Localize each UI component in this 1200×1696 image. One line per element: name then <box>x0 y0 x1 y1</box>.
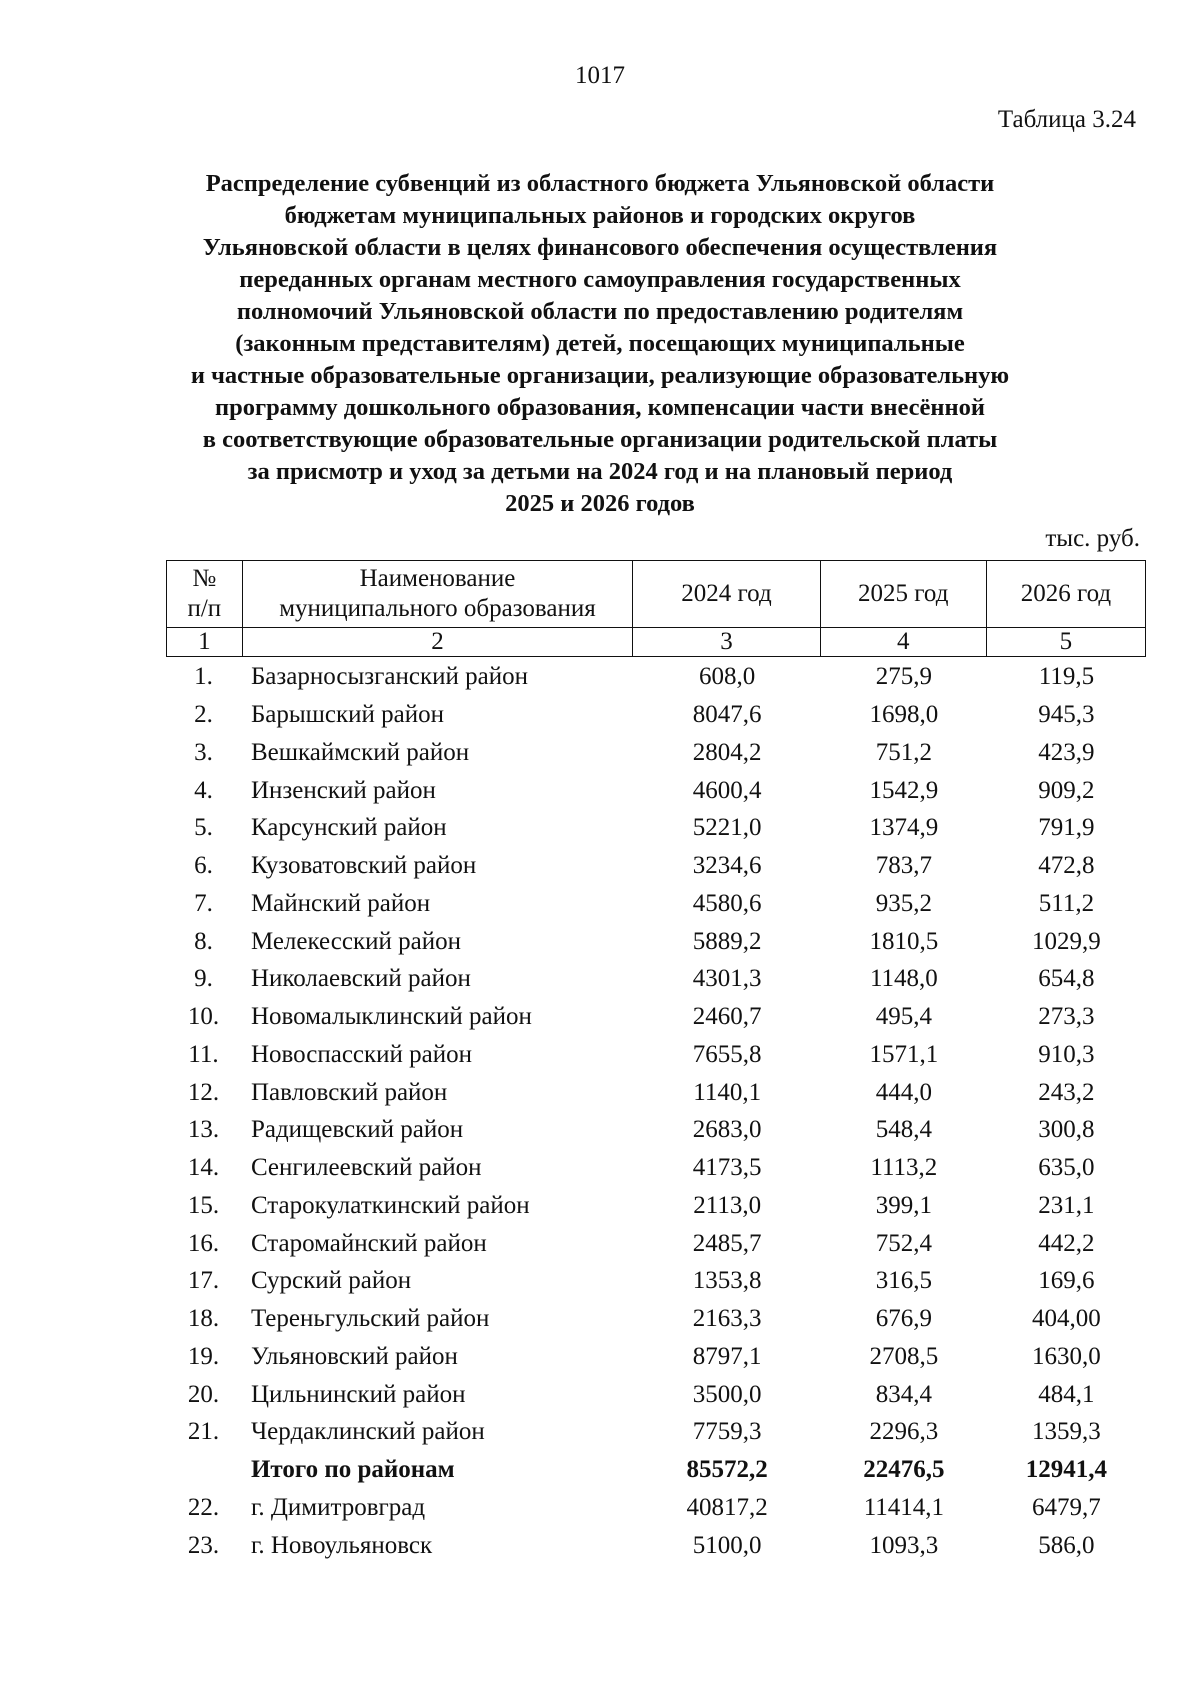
value-2025: 2708,5 <box>869 1342 939 1370</box>
table-row <box>166 1036 1146 1074</box>
value-2025: 444,0 <box>875 1078 932 1106</box>
total-row <box>166 1451 1146 1489</box>
row-name: Инзенский район <box>250 776 436 804</box>
row-name: Цильнинский район <box>250 1380 466 1408</box>
header-2026: 2026 год <box>986 561 1145 628</box>
value-2024: 7655,8 <box>692 1040 762 1068</box>
value-2026: 169,6 <box>1038 1267 1095 1295</box>
row-number: 22. <box>187 1493 220 1521</box>
table-row <box>166 1526 1146 1564</box>
row-name: Старомайнский район <box>250 1229 487 1257</box>
row-name: Николаевский район <box>250 965 471 993</box>
value-2025: 2296,3 <box>869 1418 939 1446</box>
data-table <box>166 658 1146 1564</box>
row-number: 11. <box>188 1040 219 1068</box>
value-2026: 273,3 <box>1038 1003 1095 1031</box>
table-row <box>166 998 1146 1036</box>
header-2024: 2024 год <box>633 561 820 628</box>
value-2026: 586,0 <box>1038 1531 1095 1559</box>
table-row <box>166 658 1146 696</box>
value-2026: 231,1 <box>1038 1191 1095 1219</box>
table-row <box>166 1187 1146 1225</box>
value-2025: 1542,9 <box>869 776 939 804</box>
value-2026: 472,8 <box>1038 852 1095 880</box>
row-number: 19. <box>187 1342 220 1370</box>
value-2026: 909,2 <box>1038 776 1095 804</box>
value-2025: 783,7 <box>875 852 932 880</box>
row-name: г. Димитровград <box>250 1493 426 1521</box>
value-2026: 300,8 <box>1038 1116 1095 1144</box>
value-2024: 2460,7 <box>692 1003 762 1031</box>
table-label: Таблица 3.24 <box>997 106 1136 133</box>
value-2026: 404,00 <box>1032 1305 1101 1333</box>
value-2026: 945,3 <box>1038 701 1095 729</box>
value-2026: 635,0 <box>1038 1154 1095 1182</box>
value-2025: 1374,9 <box>869 814 939 842</box>
value-2024: 5100,0 <box>692 1531 762 1559</box>
table-row <box>166 1262 1146 1300</box>
document-title <box>150 168 1050 520</box>
value-2024: 2485,7 <box>692 1229 762 1257</box>
row-number: 2. <box>194 701 213 729</box>
value-2024: 1353,8 <box>692 1267 762 1295</box>
row-name: Новоспасский район <box>250 1040 473 1068</box>
value-2025: 752,4 <box>875 1229 932 1257</box>
value-2025: 22476,5 <box>863 1456 945 1484</box>
row-name: Радищевский район <box>250 1116 464 1144</box>
row-number: 6. <box>194 852 213 880</box>
value-2024: 7759,3 <box>692 1418 762 1446</box>
table-row <box>166 922 1146 960</box>
row-name: Сурский район <box>250 1267 412 1295</box>
value-2024: 2163,3 <box>692 1305 762 1333</box>
row-name: Новомалыклинский район <box>250 1003 532 1031</box>
row-number: 17. <box>187 1267 220 1295</box>
table-row <box>166 885 1146 923</box>
value-2025: 751,2 <box>875 738 932 766</box>
table-row <box>166 1149 1146 1187</box>
value-2025: 1810,5 <box>869 927 939 955</box>
value-2024: 2683,0 <box>692 1116 762 1144</box>
row-number: 10. <box>187 1003 220 1031</box>
value-2026: 1630,0 <box>1032 1342 1101 1370</box>
row-number: 1. <box>194 663 213 691</box>
title-line: Распределение субвенций из областного бюджета Ульяновской области <box>205 170 995 197</box>
row-number: 18. <box>187 1305 220 1333</box>
units-label: тыс. руб. <box>1045 525 1140 552</box>
table-body <box>166 658 1146 1564</box>
title-line: (законным представителям) детей, посещающих муниципальные <box>235 330 965 357</box>
value-2026: 119,5 <box>1038 663 1095 691</box>
value-2024: 4301,3 <box>692 965 762 993</box>
row-name: Базарносызганский район <box>250 663 528 691</box>
table-row <box>166 1489 1146 1527</box>
value-2026: 1029,9 <box>1032 927 1101 955</box>
table-row <box>166 960 1146 998</box>
row-number: 15. <box>187 1191 220 1219</box>
value-2025: 1698,0 <box>869 701 939 729</box>
header-number-line1: № <box>192 565 217 592</box>
title-line: переданных органам местного самоуправления государственных <box>239 266 961 293</box>
value-2026: 484,1 <box>1038 1380 1095 1408</box>
row-name: Майнский район <box>250 889 431 917</box>
row-name: Итого по районам <box>250 1456 455 1484</box>
value-2024: 4600,4 <box>692 776 762 804</box>
table-row <box>166 1073 1146 1111</box>
row-name: Барышский район <box>250 701 445 729</box>
value-2024: 2113,0 <box>693 1191 762 1219</box>
row-number: 20. <box>187 1380 220 1408</box>
table-row <box>166 771 1146 809</box>
row-number: 13. <box>187 1116 220 1144</box>
value-2024: 1140,1 <box>693 1078 762 1106</box>
table-row <box>166 1338 1146 1376</box>
table-row <box>166 1413 1146 1451</box>
table-row <box>166 734 1146 772</box>
title-line: в соответствующие образовательные организации родительской платы <box>202 426 998 453</box>
value-2024: 8797,1 <box>692 1342 762 1370</box>
row-name: Старокулаткинский район <box>250 1191 530 1219</box>
row-number: 9. <box>194 965 213 993</box>
title-line: программу дошкольного образования, компенсации части внесённой <box>214 394 986 421</box>
table-row <box>166 1224 1146 1262</box>
row-name: Кузоватовский район <box>250 852 477 880</box>
header-name-line1: Наименование <box>359 565 516 592</box>
row-name: Сенгилеевский район <box>250 1154 482 1182</box>
row-number: 7. <box>194 889 213 917</box>
row-name: Карсунский район <box>250 814 447 842</box>
table-row <box>166 696 1146 734</box>
value-2026: 910,3 <box>1038 1040 1095 1068</box>
value-2024: 3234,6 <box>692 852 762 880</box>
table-row <box>166 1300 1146 1338</box>
column-number: 1 <box>167 628 243 657</box>
value-2024: 5221,0 <box>692 814 762 842</box>
title-line: и частные образовательные организации, реализующие образовательную <box>190 362 1010 389</box>
value-2025: 548,4 <box>875 1116 932 1144</box>
row-name: Вешкаймский район <box>250 738 470 766</box>
page-number: 1017 <box>575 62 625 89</box>
value-2025: 834,4 <box>875 1380 932 1408</box>
title-line: Ульяновской области в целях финансового обеспечения осуществления <box>202 234 998 261</box>
value-2026: 791,9 <box>1038 814 1095 842</box>
row-number: 4. <box>194 776 213 804</box>
row-name: Павловский район <box>250 1078 448 1106</box>
table-row <box>166 1375 1146 1413</box>
row-number: 3. <box>194 738 213 766</box>
row-number: 23. <box>187 1531 220 1559</box>
value-2024: 40817,2 <box>686 1493 768 1521</box>
value-2025: 495,4 <box>875 1003 932 1031</box>
row-number: 8. <box>194 927 213 955</box>
table-row <box>166 1111 1146 1149</box>
row-name: Тереньгульский район <box>250 1305 490 1333</box>
value-2026: 243,2 <box>1038 1078 1095 1106</box>
row-number: 21. <box>187 1418 220 1446</box>
value-2024: 8047,6 <box>692 701 762 729</box>
column-number: 2 <box>242 628 633 657</box>
column-number-row <box>167 628 1146 657</box>
value-2025: 1148,0 <box>869 965 938 993</box>
header-2025: 2025 год <box>820 561 986 628</box>
title-line: 2025 и 2026 годов <box>505 490 695 517</box>
value-2024: 85572,2 <box>686 1456 768 1484</box>
title-line: полномочий Ульяновской области по предоставлению родителям <box>236 298 964 325</box>
value-2026: 1359,3 <box>1032 1418 1101 1446</box>
value-2025: 275,9 <box>875 663 932 691</box>
header-row <box>167 561 1146 628</box>
value-2026: 6479,7 <box>1032 1493 1101 1521</box>
value-2025: 316,5 <box>875 1267 932 1295</box>
row-number: 12. <box>187 1078 220 1106</box>
title-line: за присмотр и уход за детьми на 2024 год и на плановый период <box>247 458 953 485</box>
value-2025: 1571,1 <box>869 1040 939 1068</box>
table-row <box>166 809 1146 847</box>
header-name <box>242 561 633 628</box>
table-row <box>166 847 1146 885</box>
value-2024: 5889,2 <box>692 927 762 955</box>
value-2024: 2804,2 <box>692 738 762 766</box>
table-header <box>166 560 1146 657</box>
value-2024: 3500,0 <box>692 1380 762 1408</box>
value-2024: 608,0 <box>699 663 756 691</box>
value-2024: 4173,5 <box>692 1154 762 1182</box>
value-2025: 1113,2 <box>870 1154 938 1182</box>
column-number: 5 <box>986 628 1145 657</box>
value-2025: 935,2 <box>875 889 932 917</box>
row-name: Мелекесский район <box>250 927 461 955</box>
value-2026: 654,8 <box>1038 965 1095 993</box>
row-name: г. Новоульяновск <box>250 1531 433 1559</box>
column-number: 3 <box>633 628 820 657</box>
title-line: бюджетам муниципальных районов и городских округов <box>284 202 916 229</box>
header-number <box>167 561 243 628</box>
value-2025: 399,1 <box>875 1191 932 1219</box>
row-number <box>166 1451 241 1489</box>
header-number-line2: п/п <box>187 595 222 622</box>
header-name-line2: муниципального образования <box>279 595 596 622</box>
value-2026: 442,2 <box>1038 1229 1095 1257</box>
value-2026: 423,9 <box>1038 738 1095 766</box>
row-number: 5. <box>194 814 213 842</box>
value-2026: 511,2 <box>1038 889 1095 917</box>
value-2025: 1093,3 <box>869 1531 939 1559</box>
column-number: 4 <box>820 628 986 657</box>
value-2024: 4580,6 <box>692 889 762 917</box>
value-2025: 11414,1 <box>863 1493 945 1521</box>
value-2025: 676,9 <box>875 1305 932 1333</box>
row-name: Ульяновский район <box>250 1342 458 1370</box>
value-2026: 12941,4 <box>1025 1456 1108 1484</box>
row-number: 16. <box>187 1229 220 1257</box>
row-name: Чердаклинский район <box>250 1418 485 1446</box>
row-number: 14. <box>187 1154 220 1182</box>
